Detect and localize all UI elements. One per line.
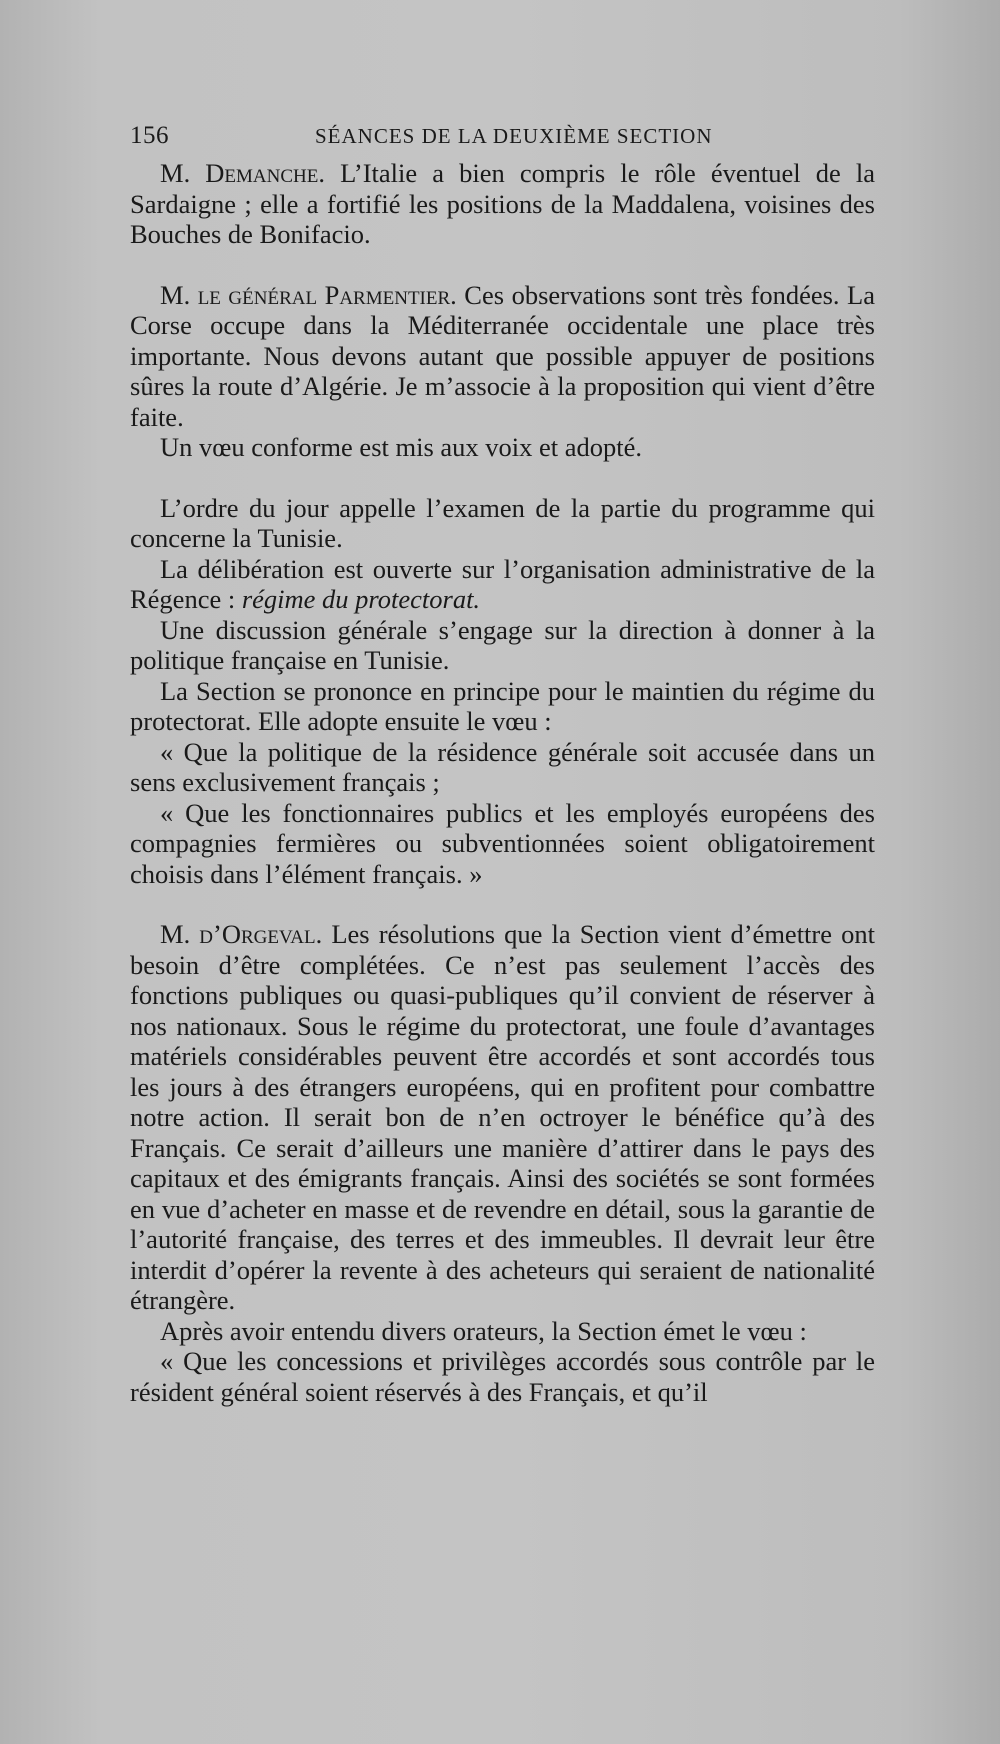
speaker-name: M. Demanche. [160,158,326,188]
page-body [130,158,875,1407]
paragraph-deliberation [130,554,875,615]
paragraph-text: Un vœu conforme est mis aux voix et adopté. [160,432,643,462]
page-number: 156 [130,122,169,149]
paragraph-demanche [130,158,875,250]
paragraph-voeu-1 [130,737,875,798]
paragraph-text: La Section se prononce en principe pour le maintien du régime du protectorat. Elle adopte ensuite le vœu : [130,675,875,736]
paragraph-voeu-adopte [130,432,875,463]
running-title: SÉANCES DE LA DEUXIÈME SECTION [315,124,713,148]
paragraph-text: « Que la politique de la résidence générale soit accusée dans un sens exclusivement français ; [130,736,875,797]
paragraph-orgeval [130,919,875,1316]
paragraph-text: L’ordre du jour appelle l’examen de la partie du programme qui concerne la Tunisie. [130,492,875,553]
paragraph-text: « Que les concessions et privilèges accordés sous contrôle par le résident général soient réservés à des Français, et qu’il [130,1346,875,1407]
paragraph-italic-text: régime du protectorat. [241,584,481,614]
page-header [130,122,875,156]
paragraph-apres-orateurs [130,1316,875,1347]
paragraph-text: La délibération est ouverte sur l’organisation administrative de la Régence : [130,553,875,614]
paragraph-text: « Que les fonctionnaires publics et les employés européens des compagnies fermières ou subventionnées soient obligatoirement choisis dans l’élément français. » [130,797,875,889]
paragraph-text: Les résolutions que la Section vient d’émettre ont besoin d’être complétées. Ce n’est pas seulement l’accès des fonctions publiques ou quasi-publiques qu’il convient de réserver à nos nationaux. Sous le régime du protectorat, une foule d’avantages matériels considérables peuvent être accordés et sont accordés tous les jours à des étrangers européens, qui en profitent pour combattre notre action. Il serait bon de n’en octroyer le bénéfice qu’à des Français. Ce serait d’ailleurs une manière d’attirer dans le pays des capitaux et des émigrants français. Ainsi des sociétés se sont formées en vue d’acheter en masse et de revendre en détail, sous la garantie de l’autorité française, des terres et des immeubles. Il devrait leur être interdit d’opérer la revente à des acheteurs qui seraient de nationalité étrangère. [130,919,875,1315]
paragraph-voeu-2 [130,798,875,890]
paragraph-text: Après avoir entendu divers orateurs, la Section émet le vœu : [160,1315,807,1346]
paragraph-discussion [130,615,875,676]
paragraph-text: Une discussion générale s’engage sur la direction à donner à la politique française en Tunisie. [130,614,875,675]
paragraph-parmentier [130,280,875,433]
paragraph-text: L’Italie a bien compris le rôle éventuel de la Sardaigne ; elle a fortifié les positions de la Maddalena, voisines des Bouches de Bonifacio. [130,158,875,249]
speaker-name: M. le général Parmentier. [160,279,457,310]
paragraph-text: Ces observations sont très fondées. La Corse occupe dans la Méditerranée occidentale une place très importante. Nous devons autant que possible appuyer de positions sûres la route d’Algérie. Je m’associe à la proposition qui vient d’être faite. [130,279,876,432]
paragraph-voeu-concessions [130,1346,875,1407]
paragraph-ordre-du-jour [130,493,875,554]
paragraph-section-prononce [130,676,875,737]
speaker-name: M. d’Orgeval. [160,919,323,949]
